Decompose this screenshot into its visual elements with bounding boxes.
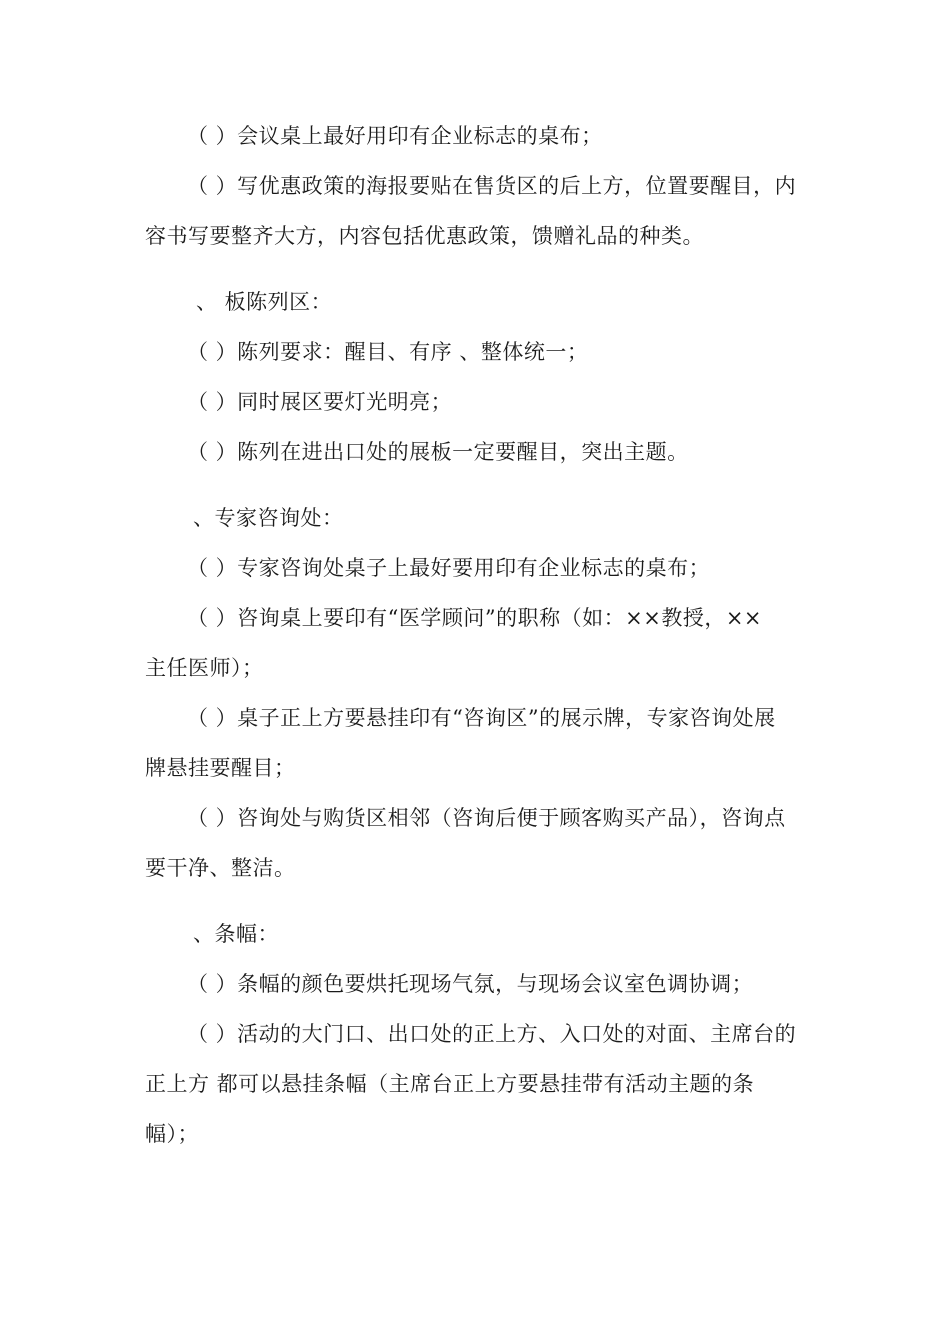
section-heading-banners: 、条幅： — [193, 922, 279, 946]
item-banner-locations-end: 幅）； — [145, 1122, 199, 1146]
item-banner-color: （ ）条幅的颜色要烘托现场气氛，与现场会议室色调协调； — [187, 972, 754, 996]
item-banner-locations-cont: 正上方 都可以悬挂条幅（主席台正上方要悬挂带有活动主题的条 — [145, 1072, 755, 1096]
item-display-requirements: （ ）陈列要求：醒目、有序 、整体统一； — [187, 340, 589, 364]
item-poster-placement-cont: 容书写要整齐大方，内容包括优惠政策，馈赠礼品的种类。 — [145, 224, 704, 248]
item-expert-table-cloth: （ ）专家咨询处桌子上最好要用印有企业标志的桌布； — [187, 556, 711, 580]
item-conference-table-cloth: （ ）会议桌上最好用印有企业标志的桌布； — [187, 124, 603, 148]
item-consultation-sign-cont: 牌悬挂要醒目； — [145, 756, 296, 780]
item-medical-advisor-title: （ ）咨询桌上要印有“医学顾问”的职称（如：××教授，×× — [187, 606, 763, 630]
item-consultation-adjacent-cont: 要干净、整洁。 — [145, 856, 296, 880]
item-banner-locations: （ ）活动的大门口、出口处的正上方、入口处的对面、主席台的 — [187, 1022, 797, 1046]
item-consultation-adjacent: （ ）咨询处与购货区相邻（咨询后便于顾客购买产品），咨询点 — [187, 806, 786, 830]
item-consultation-sign: （ ）桌子正上方要悬挂印有“咨询区”的展示牌，专家咨询处展 — [187, 706, 776, 730]
section-heading-expert-consultation: 、专家咨询处： — [193, 506, 344, 530]
item-entrance-boards: （ ）陈列在进出口处的展板一定要醒目，突出主题。 — [187, 440, 689, 464]
item-poster-placement: （ ）写优惠政策的海报要贴在售货区的后上方，位置要醒目，内 — [187, 174, 797, 198]
item-medical-advisor-title-cont: 主任医师）； — [145, 656, 264, 680]
section-heading-board-display: 、 板陈列区： — [196, 290, 333, 314]
item-lighting: （ ）同时展区要灯光明亮； — [187, 390, 453, 414]
